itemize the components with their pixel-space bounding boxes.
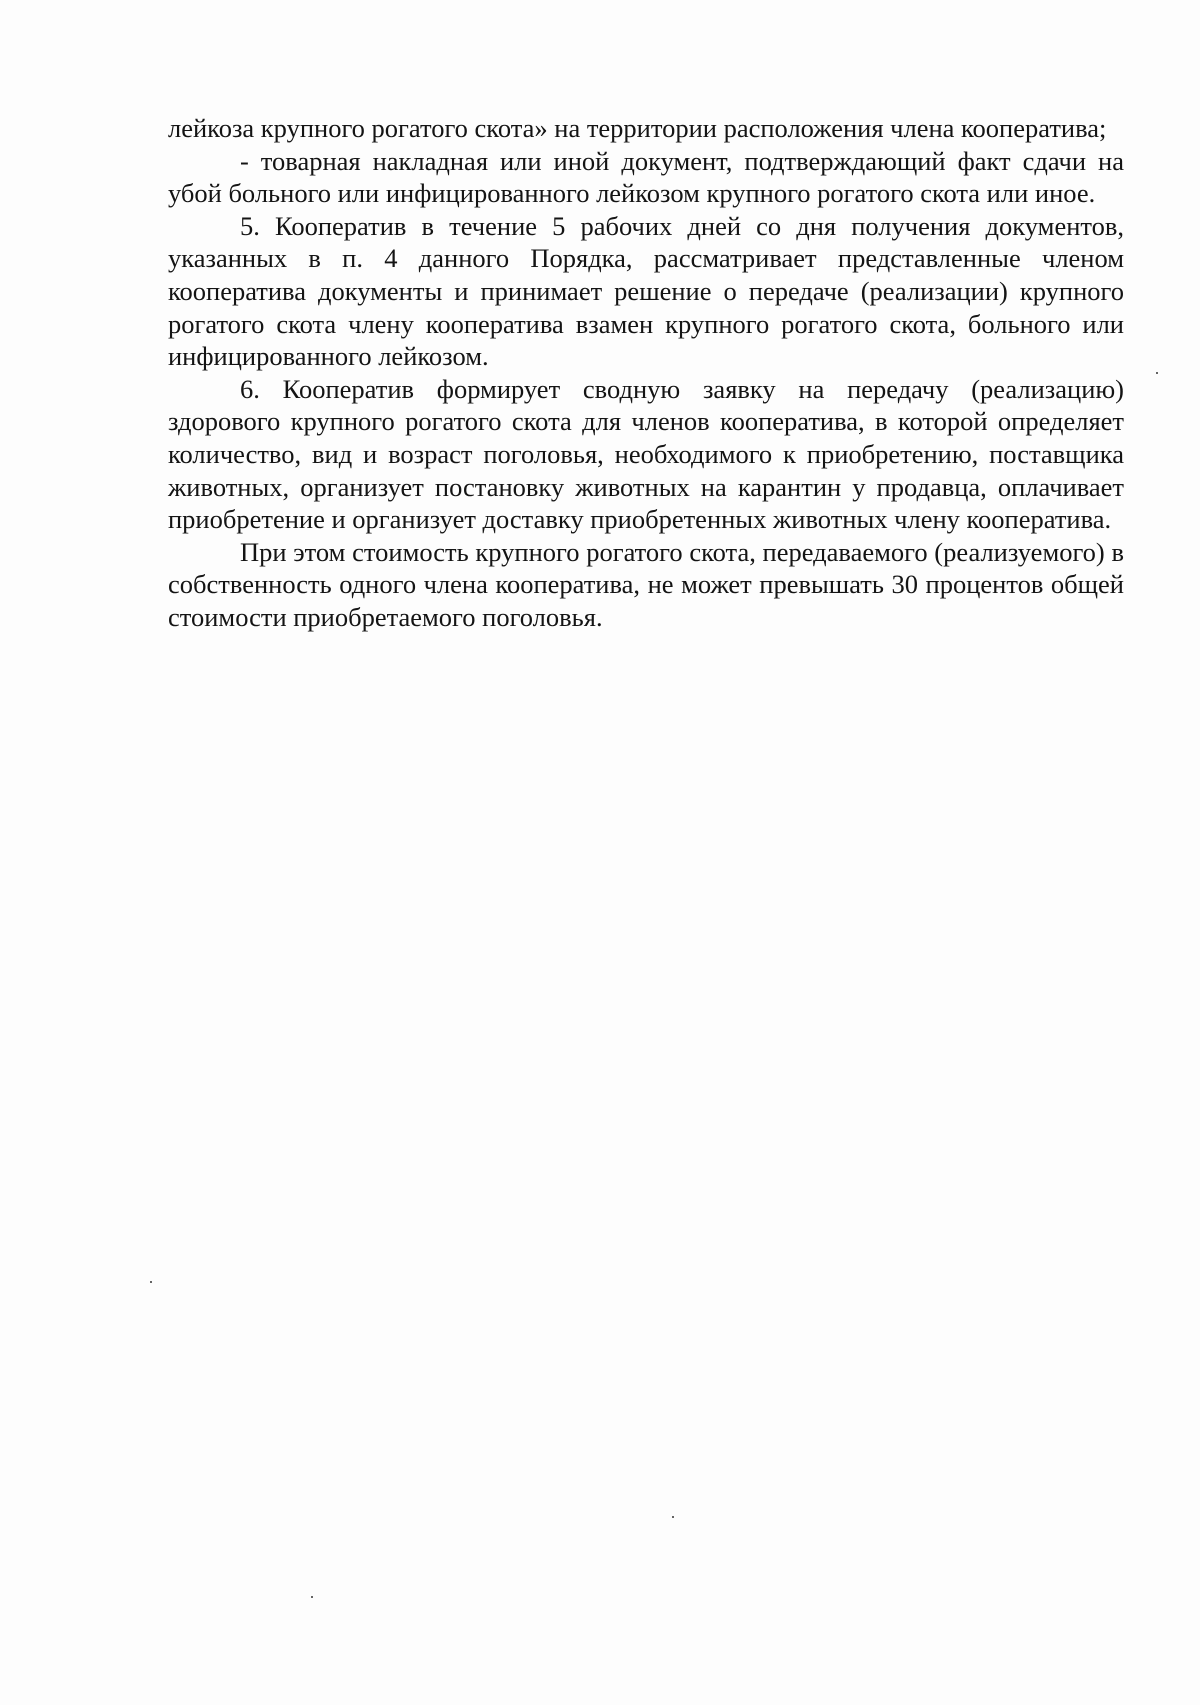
scan-speck [1156,372,1158,374]
paragraph-cost-limit: При этом стоимость крупного рогатого скота, передаваемого (реализуемого) в собственность одного члена кооператива, не может превышать 30 процентов общей стоимости приобретаемого поголовья. [168,536,1124,632]
scan-speck [311,1596,313,1598]
document-body [168,112,1124,634]
paragraph-leukosis-continuation: лейкоза крупного рогатого скота» на территории расположения члена кооператива; [168,113,1107,143]
scan-speck [672,1516,674,1518]
paragraph-item-6: 6. Кооператив формирует сводную заявку на передачу (реализацию) здорового крупного рогатого скота для членов кооператива, в которой определяет количество, вид и возраст поголовья, необходимого к приобретению, поставщика животных, организует постановку животных на карантин у продавца, оплачивает приобретение и организует доставку приобретенных животных члену кооператива. [168,373,1124,535]
paragraph-waybill: - товарная накладная или иной документ, подтверждающий факт сдачи на убой больного или инфицированного лейкозом крупного рогатого скота или иное. [168,145,1124,209]
paragraph-item-5: 5. Кооператив в течение 5 рабочих дней со дня получения документов, указанных в п. 4 данного Порядка, рассматривает представленные членом кооператива документы и принимает решение о передаче (реализации) крупного рогатого скота члену кооператива взамен крупного рогатого скота, больного или инфицированного лейкозом. [168,210,1124,372]
scan-speck [150,1281,152,1283]
